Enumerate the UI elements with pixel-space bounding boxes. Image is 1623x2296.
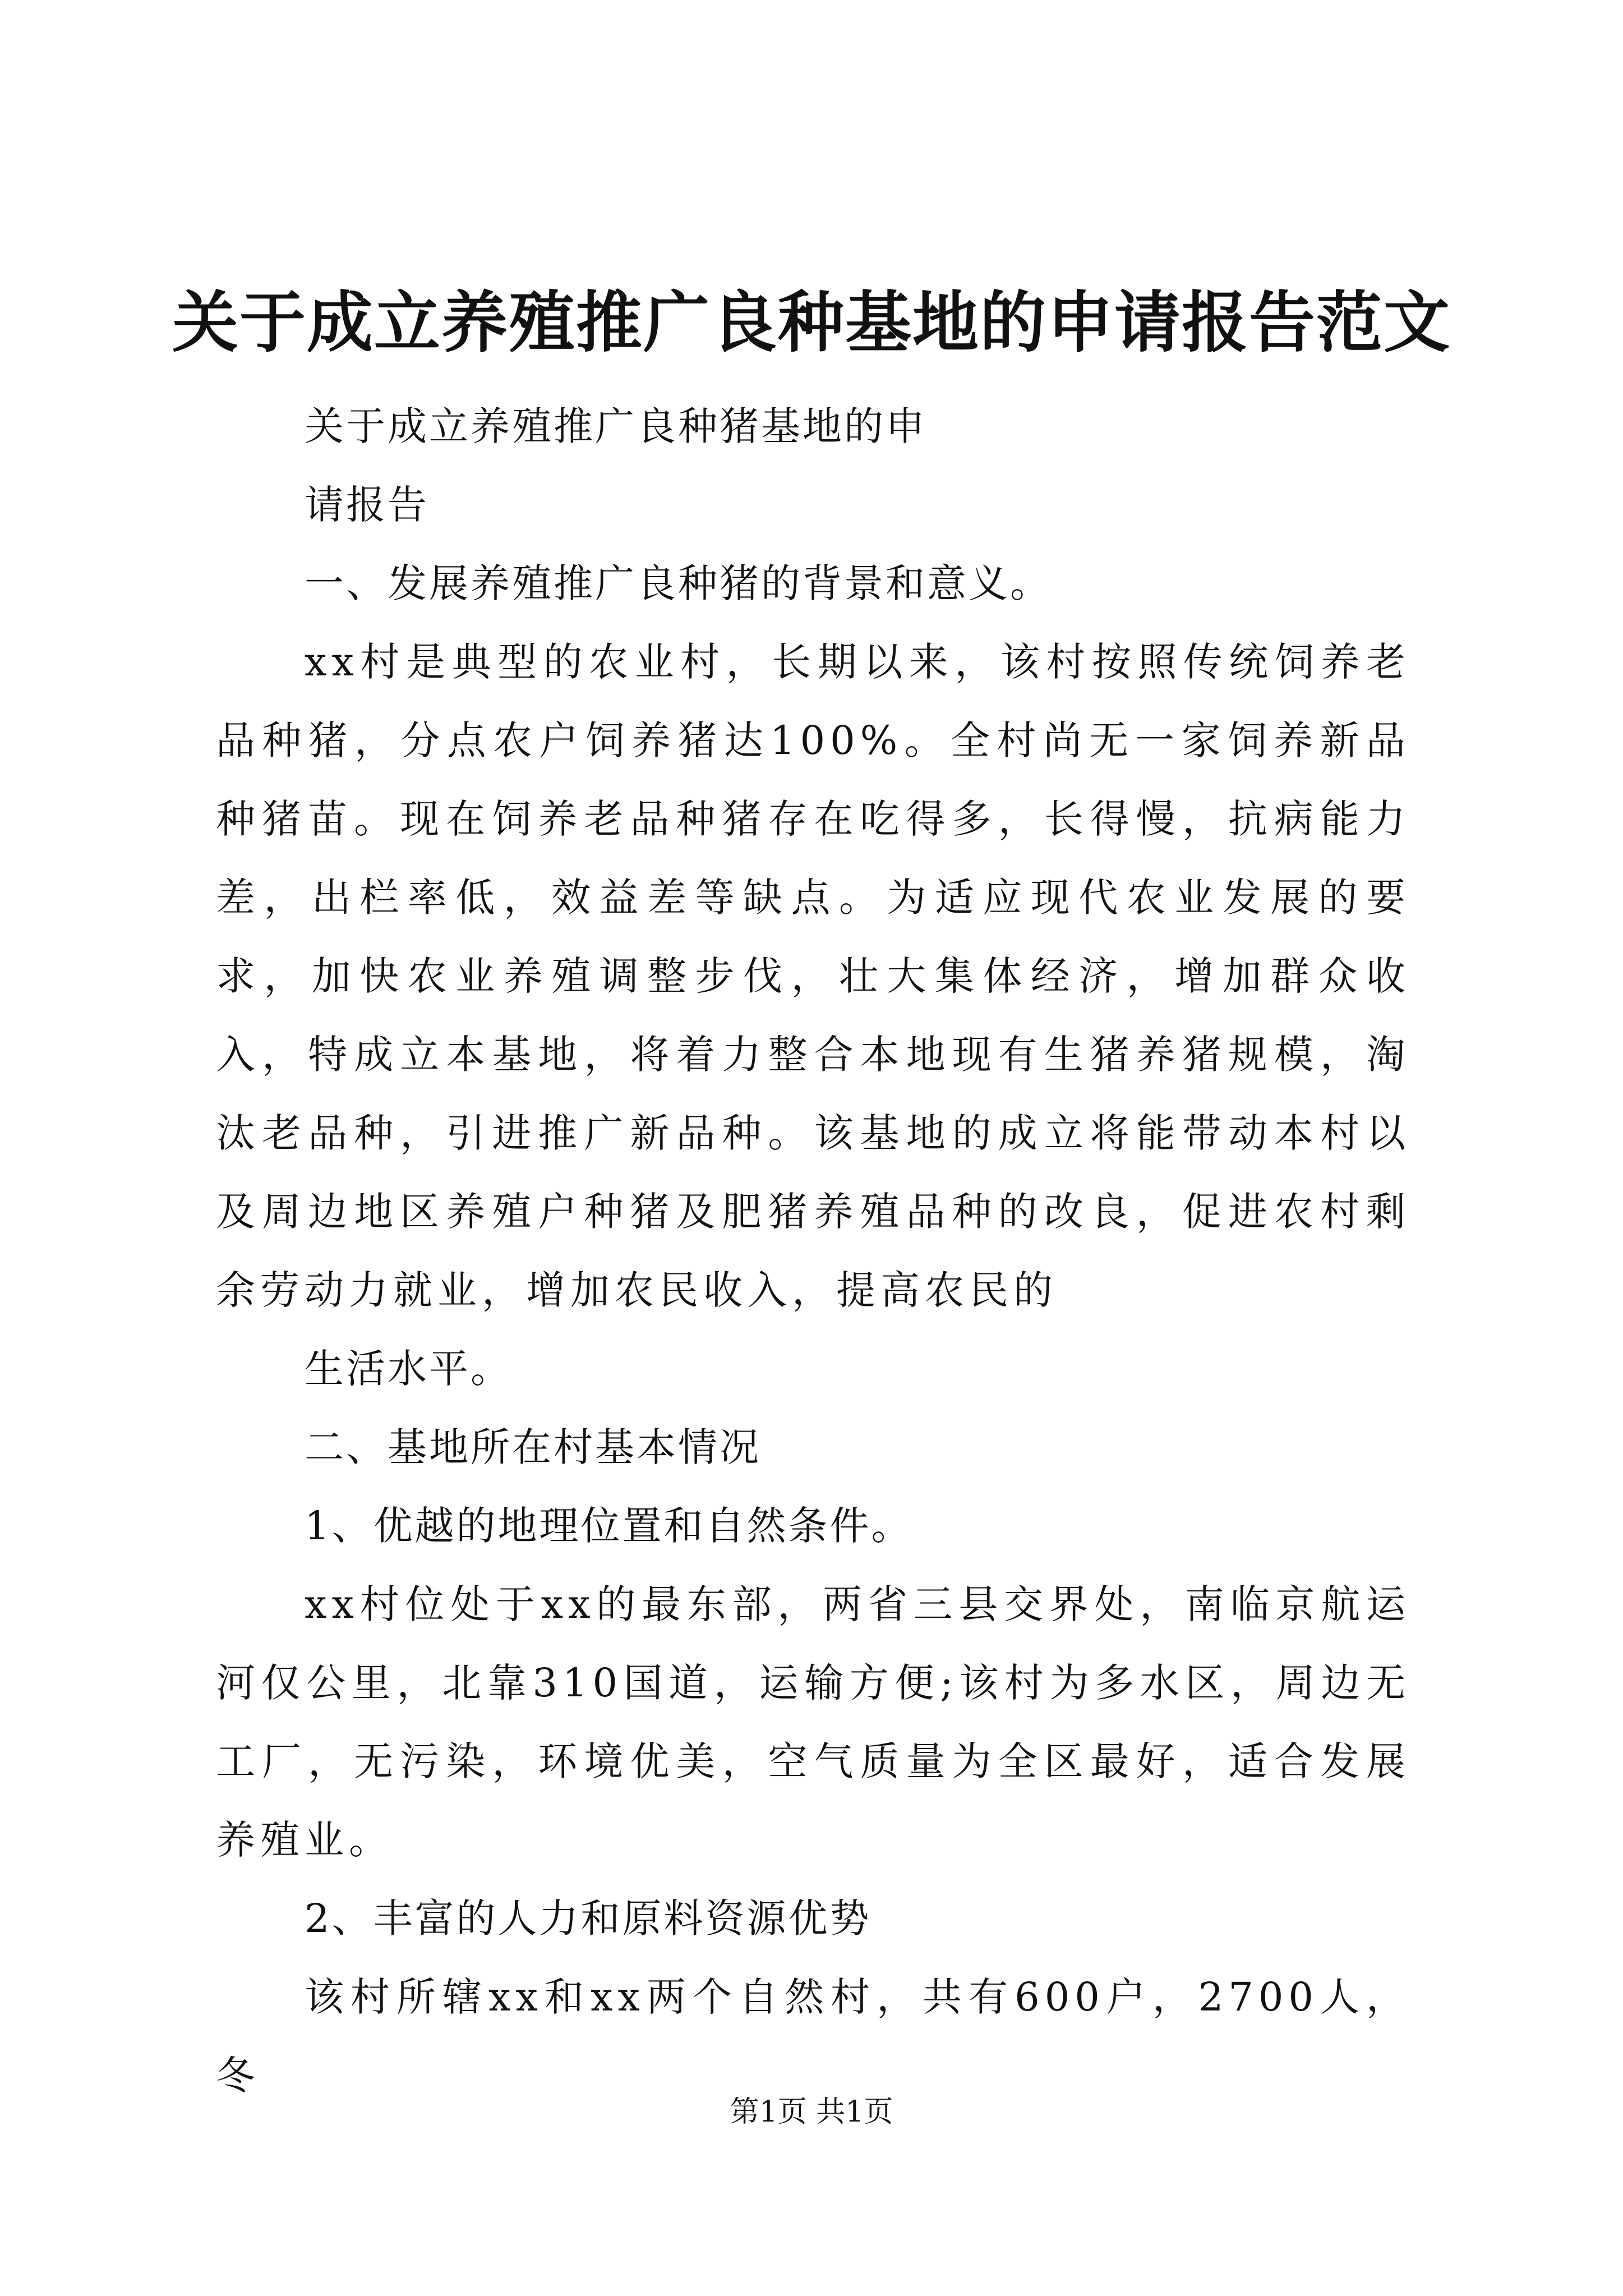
subheading-location: 1、优越的地理位置和自然条件。 (305, 1503, 913, 1549)
paragraph-subtitle-line1: 关于成立养殖推广良种猪基地的申 (305, 403, 927, 449)
subheading-resources: 2、丰富的人力和原料资源优势 (305, 1895, 872, 1941)
paragraph-location: xx村位处于xx的最东部，两省三县交界处，南临京航运河仅公里，北靠310国道，运输方便;该村为多水区，周边无工厂，无污染，环境优美，空气质量为全区最好，适合发展养殖业。 (216, 1581, 1410, 1863)
page-number-footer: 第1页 共1页 (730, 2095, 893, 2129)
paragraph-subtitle-line2: 请报告 (305, 482, 429, 528)
document-body (216, 387, 1410, 2115)
section-heading-background: 一、发展养殖推广良种猪的背景和意义。 (305, 560, 1052, 606)
paragraph-resources: 该村所辖xx和xx两个自然村，共有600户，2700人，冬 (216, 1974, 1410, 2099)
document-title: 关于成立养殖推广良种基地的申请报告范文 (172, 283, 1451, 361)
paragraph-background-end: 生活水平。 (305, 1346, 512, 1392)
paragraph-background: xx村是典型的农业村，长期以来，该村按照传统饲养老品种猪，分点农户饲养猪达100%。全村尚无一家饲养新品种猪苗。现在饲养老品种猪存在吃得多，长得慢，抗病能力差，出栏率低，效益差等缺点。为适应现代农业发展的要求，加快农业养殖调整步伐，壮大集体经济，增加群众收入，特成立本基地，将着力整合本地现有生猪养猪规模，淘汰老品种，引进推广新品种。该基地的成立将能带动本村以及周边地区养殖户种猪及肥猪养殖品种的改良，促进农村剩余劳动力就业，增加农民收入，提高农民的 (216, 639, 1410, 1313)
section-heading-village: 二、基地所在村基本情况 (305, 1424, 761, 1470)
